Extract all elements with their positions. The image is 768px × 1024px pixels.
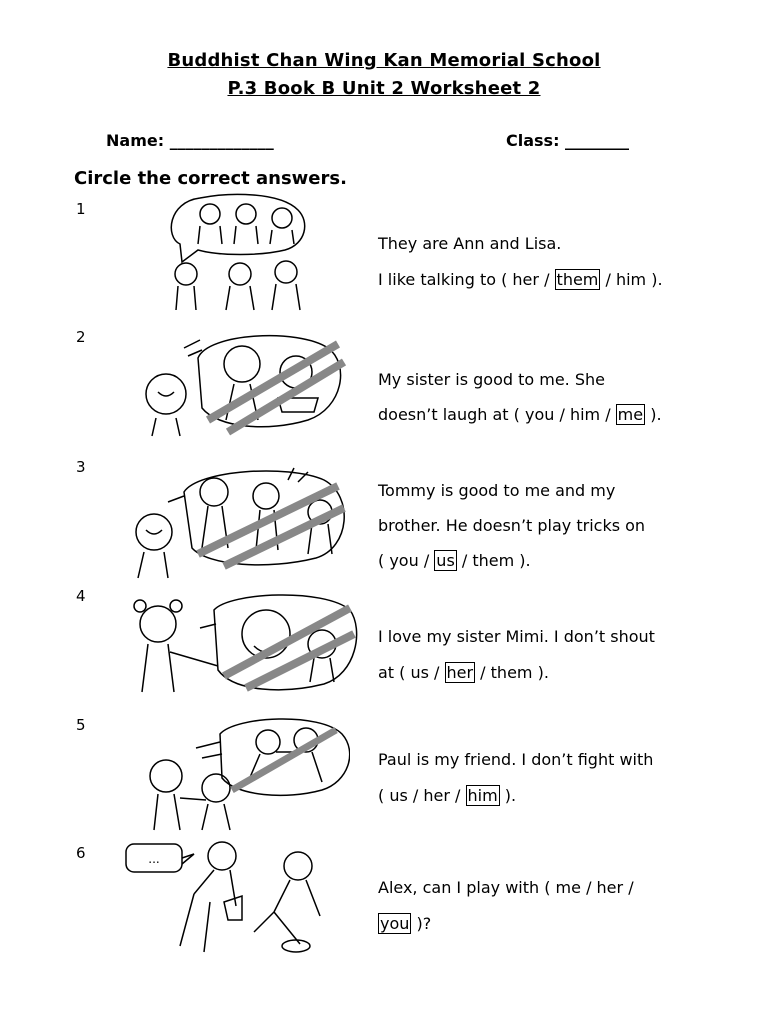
question-3-line-1: Tommy is good to me and my [378, 481, 616, 500]
question-number: 4 [76, 587, 86, 605]
circled-answer[interactable]: me [617, 405, 644, 424]
circled-answer[interactable]: you [380, 914, 410, 933]
name-field[interactable] [106, 131, 274, 150]
sentence-part: )? [411, 914, 432, 933]
question-number: 5 [76, 716, 86, 734]
worksheet-title: P.3 Book B Unit 2 Worksheet 2 [227, 78, 541, 99]
sentence-part: I like talking to ( her / [378, 270, 555, 289]
question-2-line-2 [378, 405, 662, 424]
question-2-line-1: My sister is good to me. She [378, 370, 605, 389]
name-label: Name: [106, 131, 165, 150]
class-blank: ________ [565, 131, 630, 150]
sentence-part: / them ). [456, 551, 531, 570]
shouting-sister-icon [124, 588, 360, 696]
sentence-part: ( us / her / [378, 786, 466, 805]
question-3-line-2: brother. He doesn’t play tricks on [378, 516, 646, 535]
speech-bubble-text: ... [148, 852, 160, 866]
sentence-part: ). [499, 786, 517, 805]
question-number: 1 [76, 200, 86, 218]
question-number: 6 [76, 844, 86, 862]
question-5-line-1: Paul is my friend. I don’t fight with [378, 750, 654, 769]
sentence-part: doesn’t laugh at ( you / him / [378, 405, 616, 424]
sentence-part: / them ). [475, 663, 549, 682]
circled-answer[interactable]: us [436, 551, 455, 570]
question-4-line-2 [378, 663, 549, 682]
circled-answer[interactable]: her [446, 663, 474, 682]
question-number: 3 [76, 458, 86, 476]
name-blank: _____________ [169, 131, 274, 150]
question-6-line-2 [378, 914, 431, 933]
sentence-part: ( you / [378, 551, 435, 570]
question-3-line-3 [378, 551, 531, 570]
school-title: Buddhist Chan Wing Kan Memorial School [167, 50, 601, 71]
sentence-part: at ( us / [378, 663, 445, 682]
question-1-line-1: They are Ann and Lisa. [378, 234, 562, 253]
question-1-line-2 [378, 270, 663, 289]
question-4-line-1: I love my sister Mimi. I don’t shout [378, 627, 655, 646]
instruction: Circle the correct answers. [74, 168, 347, 189]
sister-laughing-icon [138, 328, 348, 440]
circled-answer[interactable]: them [556, 270, 599, 289]
children-chatting-icon [160, 192, 310, 314]
boys-fighting-icon [136, 712, 350, 832]
boys-tricks-icon [128, 462, 354, 580]
sentence-part: / him ). [600, 270, 663, 289]
question-6-line-1: Alex, can I play with ( me / her / [378, 878, 634, 897]
question-5-line-2 [378, 786, 516, 805]
circled-answer[interactable]: him [467, 786, 498, 805]
class-label: Class: [506, 131, 560, 150]
sentence-part: ). [645, 405, 662, 424]
boys-playing-toys-icon [124, 836, 334, 960]
class-field[interactable] [506, 131, 629, 150]
question-number: 2 [76, 328, 86, 346]
